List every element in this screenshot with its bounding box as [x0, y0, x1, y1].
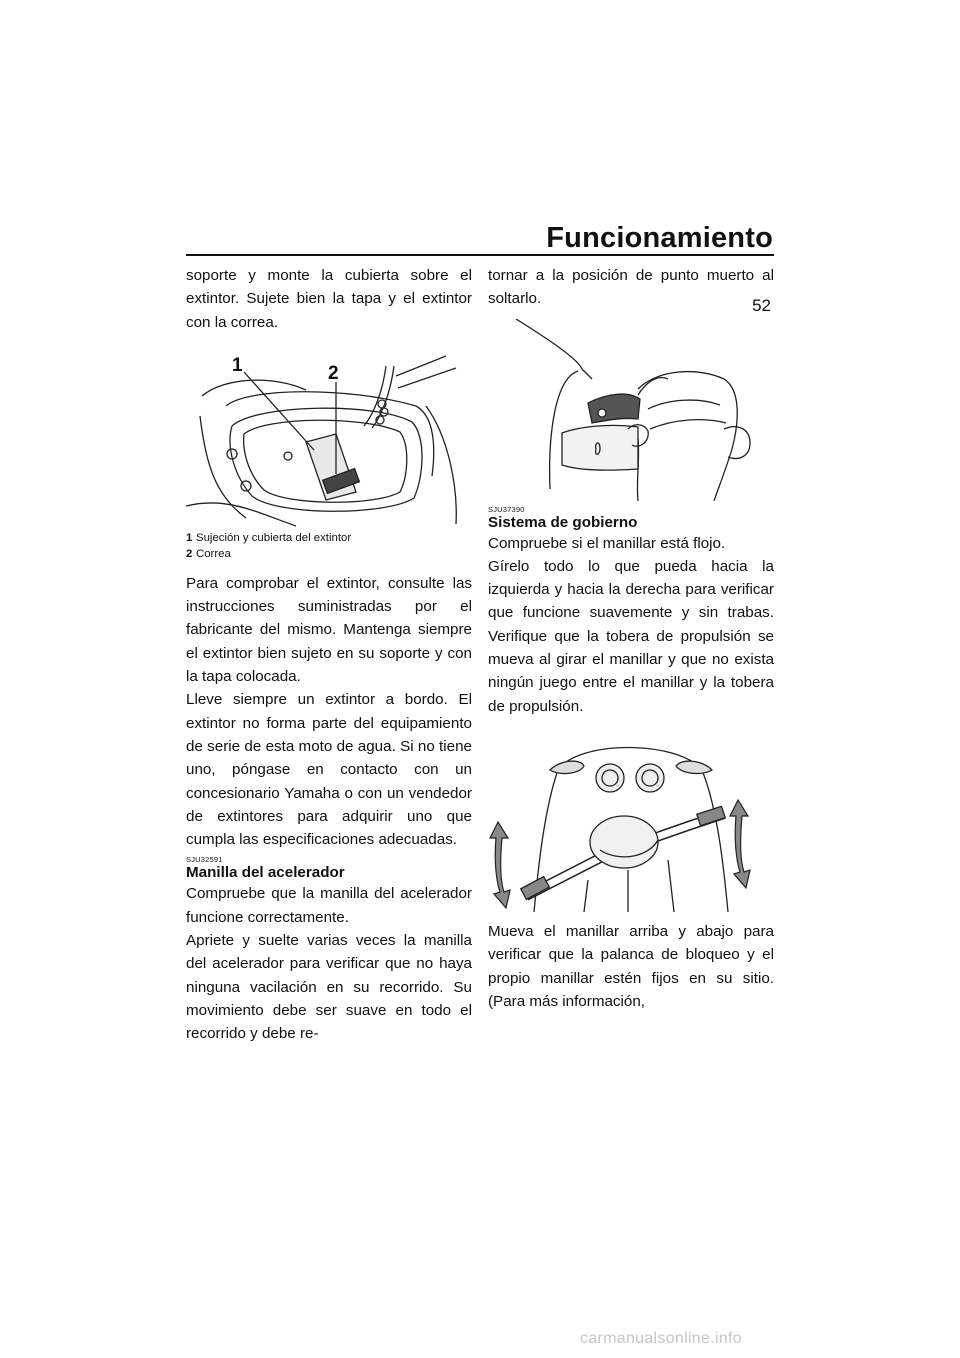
caption-num: 2 [186, 547, 193, 560]
caption-item [186, 546, 472, 562]
callout-1: 1 [232, 354, 243, 376]
callout-2: 2 [328, 362, 339, 384]
page-title: Funcionamiento [546, 222, 773, 254]
paragraph: Apriete y suelte varias veces la manilla del acelerador para verificar que no haya ninguna vacilación en su recorrido. Su movimiento debe ser suave en todo el recorrido y debe re- [186, 932, 472, 1043]
handlebar-illustration [488, 730, 774, 912]
left-column [186, 264, 472, 1046]
caption-text: Correa [196, 547, 231, 560]
caption-item [186, 530, 472, 546]
footer-watermark: carmanualsonline.info [580, 1330, 742, 1347]
intro-text: soporte y monte la cubierta sobre el extintor. Sujete bien la tapa y el extintor con la correa. [186, 267, 472, 331]
paragraph: Gírelo todo lo que pueda hacia la izquierda y hacia la derecha para verificar que funcione suavemente y sin trabas. Verifique que la tobera de propulsión se mueva al girar el manillar y que no exista ningún juego entre el manillar y la tobera de propulsión. [488, 557, 774, 715]
section-code: SJU32591 [186, 855, 223, 865]
page-number: 52 [752, 296, 771, 315]
extinguisher-figure [186, 346, 472, 562]
section-heading: Manilla del acelerador [186, 864, 345, 882]
paragraph: Lleve siempre un extintor a bordo. El extintor no forma parte del equipamiento de serie de esta moto de agua. Si no tiene uno, póngase en contacto con un concesionario Yamaha o con un vendedor de extintores para adquirir uno que cumpla las especificaciones adecuadas. [186, 691, 472, 849]
paragraph: Compruebe que la manilla del acelerador funcione correctamente. [186, 885, 472, 926]
handlebar-figure [488, 730, 774, 912]
throttle-figure [488, 319, 774, 501]
continued-text: tornar a la posición de punto muerto al soltarlo. [488, 267, 774, 308]
right-column [488, 264, 774, 1013]
throttle-illustration [488, 319, 774, 501]
caption-text: Sujeción y cubierta del extintor [196, 531, 352, 544]
paragraph: Compruebe si el manillar está flojo. [488, 534, 726, 552]
extinguisher-illustration [186, 346, 472, 528]
paragraph: Para comprobar el extintor, consulte las instrucciones suministradas por el fabricante del mismo. Mantenga siempre el extintor bien sujeto en su soporte y con la tapa colocada. [186, 574, 472, 686]
figure-caption [186, 530, 472, 562]
header-rule [186, 254, 774, 256]
paragraph: Mueva el manillar arriba y abajo para verificar que la palanca de bloqueo y el propio manillar estén fijos en su sitio. (Para más información, [488, 922, 774, 1010]
section-code: SJU37390 [488, 504, 525, 514]
section-heading: Sistema de gobierno [488, 513, 638, 531]
caption-num: 1 [186, 531, 193, 544]
